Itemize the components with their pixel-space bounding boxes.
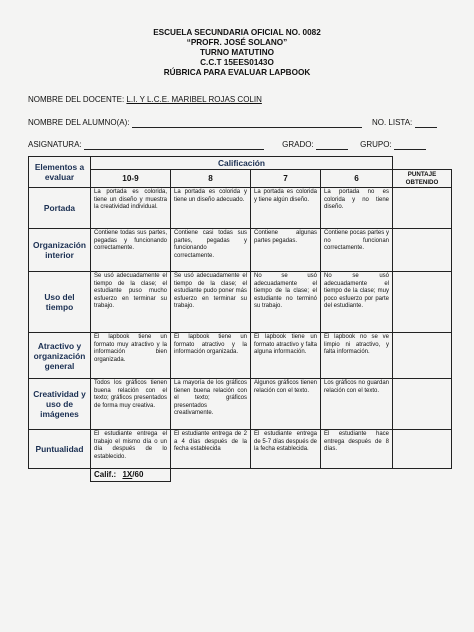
total-score-value: 1X	[122, 470, 133, 479]
score-input-puntualidad[interactable]	[393, 430, 452, 469]
table-cell: La portada es colorida y tiene un diseño adecuado.	[171, 188, 251, 229]
table-row	[29, 430, 452, 469]
grade-label: GRADO:	[282, 140, 314, 149]
criterion-portada: Portada	[29, 188, 91, 229]
criterion-puntualidad: Puntualidad	[29, 430, 91, 469]
table-row	[29, 229, 452, 272]
school-name: ESCUELA SECUNDARIA OFICIAL NO. 0082	[153, 28, 321, 37]
score-header-8: 8	[171, 170, 251, 188]
table-cell: El estudiante hace entrega después de 8 días.	[321, 430, 393, 469]
score-input-atractivo[interactable]	[393, 333, 452, 379]
score-input-creatividad[interactable]	[393, 379, 452, 430]
document-title: RÚBRICA PARA EVALUAR LAPBOOK	[163, 68, 311, 77]
table-cell: Los gráficos no guardan relación con el texto.	[321, 379, 393, 430]
criterion-tiempo: Uso del tiempo	[29, 272, 91, 333]
table-row	[29, 272, 452, 333]
criterion-creatividad: Creatividad y uso de imágenes	[29, 379, 91, 430]
table-cell: El estudiante entrega el trabajo el mismo día o un día después de lo establecido.	[91, 430, 171, 469]
teacher-field	[28, 95, 262, 105]
student-blank[interactable]	[132, 119, 362, 128]
criterion-atractivo: Atractivo y organización general	[29, 333, 91, 379]
table-cell: Contiene todas sus partes, pegadas y funcionando correctamente.	[91, 229, 171, 272]
grade-blank[interactable]	[316, 141, 348, 150]
table-row	[29, 188, 452, 229]
table-cell: La mayoría de los gráficos tienen buena relación con el texto; gráficos presentados creativamente.	[171, 379, 251, 430]
puntaje-header: PUNTAJE OBTENIDO	[393, 170, 452, 188]
score-header-6: 6	[321, 170, 393, 188]
score-input-portada[interactable]	[393, 188, 452, 229]
table-cell: Se usó adecuadamente el tiempo de la clase; el estudiante puso mucho esfuerzo en terminar su trabajo.	[91, 272, 171, 333]
table-cell: Contiene algunas partes pegadas.	[251, 229, 321, 272]
school-cct: C.C.T 15EES0143O	[200, 58, 274, 67]
table-cell: No se usó adecuadamente el tiempo de la clase; el estudiante no terminó su trabajo.	[251, 272, 321, 333]
subject-field[interactable]	[28, 140, 426, 150]
table-row	[29, 379, 452, 430]
group-label: GRUPO:	[360, 140, 392, 149]
criteria-header: Elementos a evaluar	[29, 157, 91, 188]
total-score-max: /60	[132, 470, 144, 479]
total-score-label: Calif.:	[94, 470, 117, 479]
group-blank[interactable]	[394, 141, 426, 150]
calificacion-header: Calificación	[91, 157, 393, 170]
table-cell: El lapbook tiene un formato atractivo y falta alguna información.	[251, 333, 321, 379]
score-header-10-9: 10-9	[91, 170, 171, 188]
list-number-blank[interactable]	[415, 119, 437, 128]
score-input-tiempo[interactable]	[393, 272, 452, 333]
table-cell: El estudiante entrega de 2 a 4 días después de la fecha establecida	[171, 430, 251, 469]
table-cell: La portada es colorida, tiene un diseño y muestra la creatividad individual.	[91, 188, 171, 229]
teacher-name: L.I. Y L.C.E. MARIBEL ROJAS COLIN	[126, 95, 262, 104]
total-score[interactable]	[91, 469, 171, 482]
total-row	[29, 469, 452, 482]
school-shift: TURNO MATUTINO	[200, 48, 274, 57]
subject-blank[interactable]	[84, 141, 264, 150]
table-cell: El lapbook tiene un formato muy atractivo y la información bien organizada.	[91, 333, 171, 379]
table-cell: El lapbook no se ve limpio ni atractivo, y falta información.	[321, 333, 393, 379]
table-cell: Contiene casi todas sus partes, pegadas y funcionando correctamente.	[171, 229, 251, 272]
criterion-organizacion: Organización interior	[29, 229, 91, 272]
student-field[interactable]	[28, 118, 437, 128]
student-label: NOMBRE DEL ALUMNO(A):	[28, 118, 130, 127]
table-cell: Algunos gráficos tienen relación con el texto.	[251, 379, 321, 430]
score-header-7: 7	[251, 170, 321, 188]
table-cell: El lapbook tiene un formato atractivo y la información organizada.	[171, 333, 251, 379]
table-cell: No se usó adecuadamente el tiempo de la clase; muy poco esfuerzo por parte del estudiante.	[321, 272, 393, 333]
table-row	[29, 333, 452, 379]
rubric-table	[28, 156, 452, 482]
table-cell: La portada es colorida y tiene algún diseño.	[251, 188, 321, 229]
table-cell: Se usó adecuadamente el tiempo de la clase; el estudiante pudo poner más esfuerzo en terminar su trabajo.	[171, 272, 251, 333]
score-input-organizacion[interactable]	[393, 229, 452, 272]
table-cell: Todos los gráficos tienen buena relación con el texto; gráficos presentados de forma muy creativa.	[91, 379, 171, 430]
table-cell: El estudiante entrega de 5-7 días después de la fecha establecida.	[251, 430, 321, 469]
table-cell: La portada no es colorida y no tiene diseño.	[321, 188, 393, 229]
table-cell: Contiene pocas partes y no funcionan correctamente.	[321, 229, 393, 272]
school-patron: “PROFR. JOSÉ SOLANO”	[186, 38, 288, 47]
teacher-label: NOMBRE DEL DOCENTE:	[28, 95, 125, 104]
list-number-label: NO. LISTA:	[371, 118, 413, 127]
subject-label: ASIGNATURA:	[28, 140, 82, 149]
